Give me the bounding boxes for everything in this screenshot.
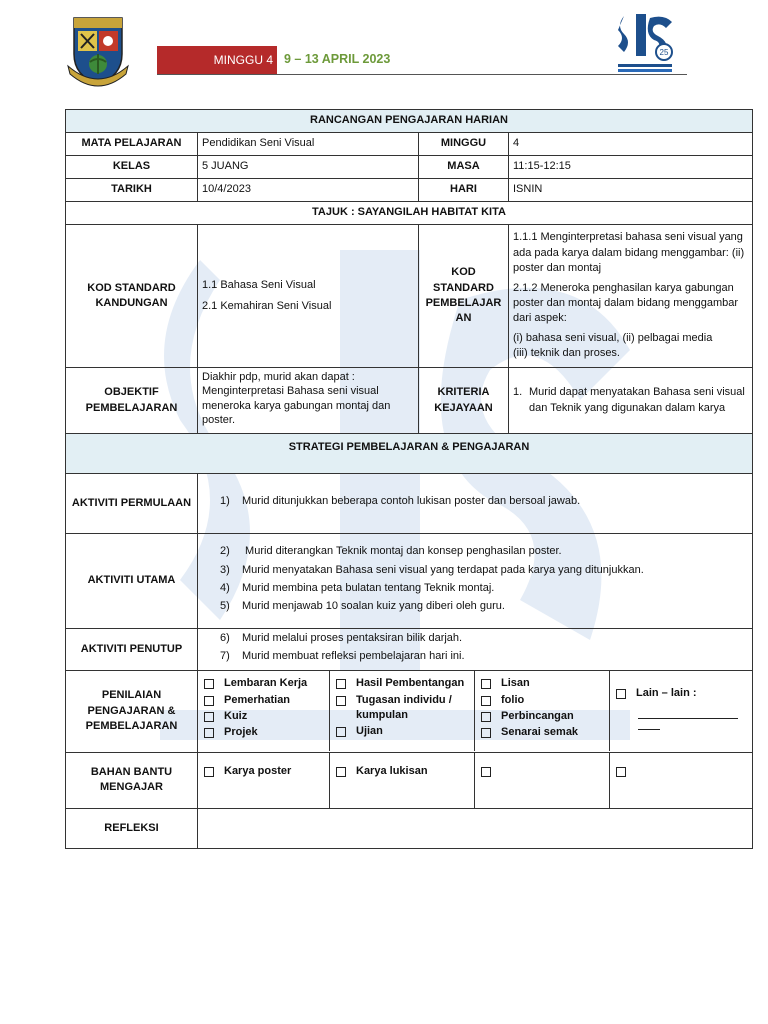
checkbox-icon[interactable] <box>481 679 491 689</box>
topic-heading: TAJUK : SAYANGILAH HABITAT KITA <box>66 202 753 225</box>
checkbox-icon[interactable] <box>481 712 491 722</box>
assess-option[interactable] <box>481 676 603 691</box>
activity-item <box>202 494 748 509</box>
activity-item <box>202 599 748 614</box>
criteria-cell <box>509 368 753 434</box>
ministry-logo-icon <box>614 12 676 74</box>
assessment-column-2 <box>330 671 475 751</box>
assess-option-label: Projek <box>224 726 258 739</box>
criteria-number: 1. <box>513 386 523 399</box>
assess-option-test[interactable]: Ujian <box>336 724 468 739</box>
activity-text: Murid ditunjukkan beberapa contoh lukisan poster dan bersoal jawab. <box>242 495 581 508</box>
time-value: 11:15-12:15 <box>509 156 753 179</box>
reflection-input[interactable] <box>198 808 753 848</box>
activity-number: 1) <box>220 495 230 508</box>
date-label: TARIKH <box>66 179 198 202</box>
checkbox-icon[interactable] <box>204 679 214 689</box>
activity-text: Murid membuat refleksi pembelajaran hari ini. <box>242 650 465 663</box>
assess-option-label: Perbincangan <box>501 710 574 723</box>
checkbox-icon[interactable] <box>616 689 626 699</box>
svg-text:25: 25 <box>659 48 669 57</box>
checkbox-icon[interactable] <box>481 728 491 738</box>
checkbox-icon[interactable] <box>481 767 491 777</box>
criteria-label: KRITERIA KEJAYAAN <box>419 368 509 434</box>
assess-option-label: Lisan <box>501 677 530 690</box>
other-blank-line <box>638 708 738 719</box>
criteria-text: Murid dapat menyatakan Bahasa seni visual dan Teknik yang digunakan dalam karya <box>529 386 745 414</box>
assess-option-label: folio <box>501 693 525 706</box>
aids-column-3 <box>475 753 610 808</box>
assess-option-label: Senarai semak <box>501 726 579 739</box>
reflection-label: REFLEKSI <box>66 808 198 848</box>
checkbox-icon[interactable] <box>336 679 346 689</box>
assess-option-other[interactable]: Lain – lain : <box>616 686 746 701</box>
assess-option[interactable] <box>204 693 323 708</box>
class-label: KELAS <box>66 156 198 179</box>
activity-number: 7) <box>220 650 230 663</box>
learning-standard-2: 2.1.2 Meneroka penghasilan karya gabungan poster dan montaj dalam bidang menggambar dari aspek: <box>513 281 739 325</box>
start-activity-label: AKTIVITI PERMULAAN <box>66 474 198 534</box>
learning-standard-1: 1.1.1 Menginterpretasi bahasa seni visual yang ada pada karya dalam bidang menggambar: (ii) poster dan montaj <box>513 231 745 275</box>
content-standard-1: 1.1 Bahasa Seni Visual <box>202 278 316 291</box>
checkbox-icon[interactable] <box>204 767 214 777</box>
assess-option-label: Lembaran Kerja <box>224 677 308 690</box>
main-activity-label: AKTIVITI UTAMA <box>66 534 198 629</box>
teaching-aids-cell <box>198 752 753 808</box>
week-banner: MINGGU 4 <box>157 46 277 74</box>
activity-number: 6) <box>220 632 230 644</box>
activity-item <box>202 544 748 559</box>
assess-option-label: Pemerhatian <box>224 693 291 706</box>
week-value: 4 <box>509 133 753 156</box>
learning-standard-label: KOD STANDARD PEMBELAJAR AN <box>419 225 509 368</box>
assess-option-label: Kuiz <box>224 710 248 723</box>
activity-text: Murid menyatakan Bahasa seni visual yang terdapat pada karya yang ditunjukkan. <box>242 563 644 576</box>
lesson-plan-table <box>65 109 753 849</box>
assess-option-assignment[interactable]: Tugasan individu / kumpulan <box>336 693 468 724</box>
assessment-label: PENILAIAN PENGAJARAN & PEMBELAJARAN <box>66 670 198 752</box>
assessment-cell <box>198 670 753 752</box>
aid-option-drawing[interactable]: Karya lukisan <box>336 764 468 779</box>
header-divider <box>157 74 687 75</box>
activity-text: Murid membina peta bulatan tentang Teknik montaj. <box>242 582 495 594</box>
checkbox-icon[interactable] <box>336 727 346 737</box>
checkbox-icon[interactable] <box>481 696 491 706</box>
content-standard-cell <box>198 225 419 368</box>
activity-number: 2) <box>220 545 230 558</box>
week-dates: 9 – 13 APRIL 2023 <box>284 52 391 66</box>
main-activity-cell <box>198 534 753 629</box>
aid-option-blank-2[interactable] <box>616 764 746 777</box>
subject-label: MATA PELAJARAN <box>66 133 198 156</box>
activity-text: Murid diterangkan Teknik montaj dan konsep penghasilan poster. <box>242 545 562 558</box>
learning-standard-4: (iii) teknik dan proses. <box>513 347 620 360</box>
date-value: 10/4/2023 <box>198 179 419 202</box>
assessment-column-4 <box>610 671 752 751</box>
activity-item <box>202 581 748 596</box>
close-activity-list <box>202 631 748 665</box>
activity-item <box>202 631 748 646</box>
teaching-aids-label: BAHAN BANTU MENGAJAR <box>66 752 198 808</box>
checkbox-icon[interactable] <box>204 696 214 706</box>
aids-column-2 <box>330 753 475 808</box>
objective-text: Diakhir pdp, murid akan dapat : Menginterpretasi Bahasa seni visual meneroka karya gabungan montaj dan poster. <box>198 368 419 434</box>
close-activity-label: AKTIVITI PENUTUP <box>66 629 198 671</box>
other-blank-line-2 <box>638 723 660 730</box>
aid-option-poster[interactable]: Karya poster <box>204 764 323 779</box>
activity-number: 3) <box>220 563 230 576</box>
week-label: MINGGU <box>419 133 509 156</box>
strategy-heading: STRATEGI PEMBELAJARAN & PENGAJARAN <box>66 434 753 474</box>
activity-text: Murid melalui proses pentaksiran bilik darjah. <box>242 632 463 644</box>
checkbox-icon[interactable] <box>336 696 346 706</box>
objective-label: OBJEKTIF PEMBELAJARAN <box>66 368 198 434</box>
activity-item <box>202 649 748 664</box>
class-value: 5 JUANG <box>198 156 419 179</box>
day-label: HARI <box>419 179 509 202</box>
aids-column-1 <box>198 753 330 808</box>
activity-number: 5) <box>220 600 230 613</box>
content-standard-label: KOD STANDARD KANDUNGAN <box>66 225 198 368</box>
main-activity-list <box>202 544 748 615</box>
plan-title: RANCANGAN PENGAJARAN HARIAN <box>66 110 753 133</box>
assess-option[interactable] <box>204 725 323 740</box>
activity-number: 4) <box>220 582 230 594</box>
checkbox-icon[interactable] <box>204 712 214 722</box>
start-activity-cell <box>198 474 753 534</box>
assess-option[interactable] <box>481 693 603 708</box>
assess-option-presentation[interactable]: Hasil Pembentangan <box>336 676 468 691</box>
close-activity-cell <box>198 629 753 671</box>
time-label: MASA <box>419 156 509 179</box>
assess-option[interactable] <box>481 709 603 724</box>
checkbox-icon[interactable] <box>336 767 346 777</box>
assessment-column-3 <box>475 671 610 751</box>
assess-option[interactable] <box>481 725 603 740</box>
activity-text: Murid menjawab 10 soalan kuiz yang diberi oleh guru. <box>242 600 505 613</box>
subject-value: Pendidikan Seni Visual <box>198 133 419 156</box>
assess-option[interactable] <box>204 676 323 691</box>
content-standard-2: 2.1 Kemahiran Seni Visual <box>202 300 332 312</box>
learning-standard-3: (i) bahasa seni visual, (ii) pelbagai media <box>513 331 713 344</box>
assess-option[interactable] <box>204 709 323 724</box>
activity-item <box>202 563 748 578</box>
aid-option-blank-1[interactable] <box>481 764 603 777</box>
checkbox-icon[interactable] <box>204 728 214 738</box>
aids-column-4 <box>610 753 752 808</box>
start-activity-list <box>202 494 748 509</box>
assessment-column-1 <box>198 671 330 751</box>
school-crest-icon <box>66 14 130 88</box>
learning-standard-cell <box>509 225 753 368</box>
day-value: ISNIN <box>509 179 753 202</box>
checkbox-icon[interactable] <box>616 767 626 777</box>
